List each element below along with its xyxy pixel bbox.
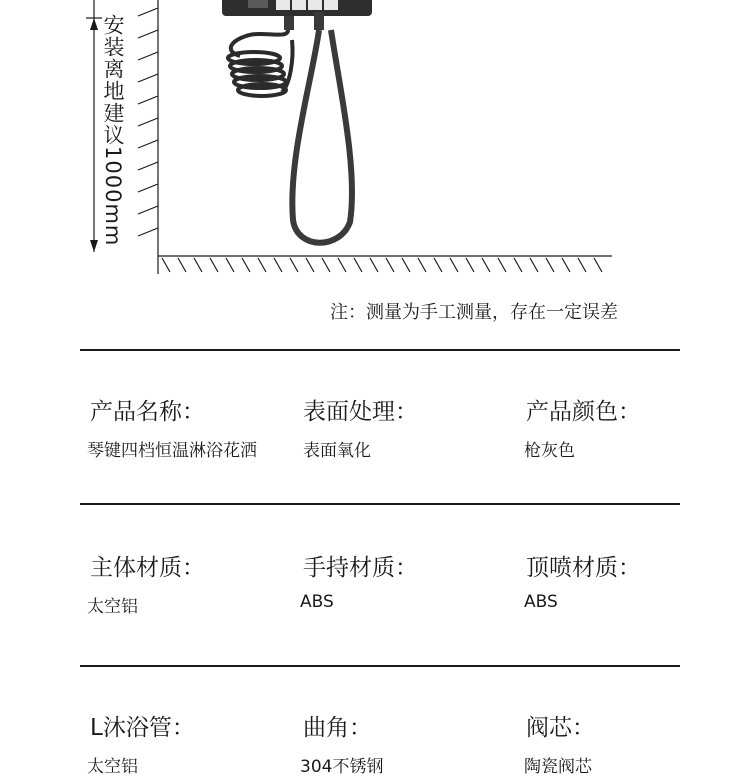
measurement-note: 注：测量为手工测量，存在一定误差 xyxy=(330,302,618,323)
spec-label: 顶喷材质： xyxy=(526,555,641,581)
spec-product-name xyxy=(87,393,257,461)
shower-hose xyxy=(292,30,352,243)
spec-surface-treatment xyxy=(303,393,418,461)
spec-value: 枪灰色 xyxy=(524,441,575,461)
spec-label: 主体材质： xyxy=(90,555,205,581)
spec-label: L沐浴管： xyxy=(90,715,195,741)
mixer-valve-body xyxy=(222,0,372,16)
spec-label: 手持材质： xyxy=(303,555,418,581)
floor-hatching xyxy=(158,256,612,272)
wall-hatching xyxy=(138,0,158,274)
spec-value: 表面氧化 xyxy=(303,441,371,461)
spec-label: 产品颜色： xyxy=(526,399,641,425)
spec-value: 陶瓷阀芯 xyxy=(524,757,592,777)
spec-label: 阀芯： xyxy=(526,715,595,741)
divider xyxy=(80,665,680,667)
spec-valve-core xyxy=(526,709,595,777)
spec-label: 表面处理： xyxy=(303,399,418,425)
spec-top-spray-material xyxy=(526,549,641,612)
spec-label: 曲角： xyxy=(303,715,372,741)
install-height-label: 安装离地建议1000mm xyxy=(101,14,125,247)
spec-handheld-material xyxy=(300,549,418,612)
spec-value: 琴键四档恒温淋浴花洒 xyxy=(87,441,257,461)
spec-value: ABS xyxy=(524,592,558,612)
spec-label: 产品名称： xyxy=(90,399,205,425)
spec-body-material xyxy=(87,549,205,617)
spec-value: 304不锈钢 xyxy=(300,757,384,777)
spec-shower-pipe xyxy=(87,709,195,777)
spec-value: ABS xyxy=(300,592,334,612)
spec-value: 太空铝 xyxy=(87,757,138,777)
divider xyxy=(80,503,680,505)
spec-elbow xyxy=(300,709,384,777)
coiled-cord xyxy=(228,30,293,96)
spec-value: 太空铝 xyxy=(87,597,138,617)
divider xyxy=(80,349,680,351)
spec-product-color xyxy=(526,393,641,461)
